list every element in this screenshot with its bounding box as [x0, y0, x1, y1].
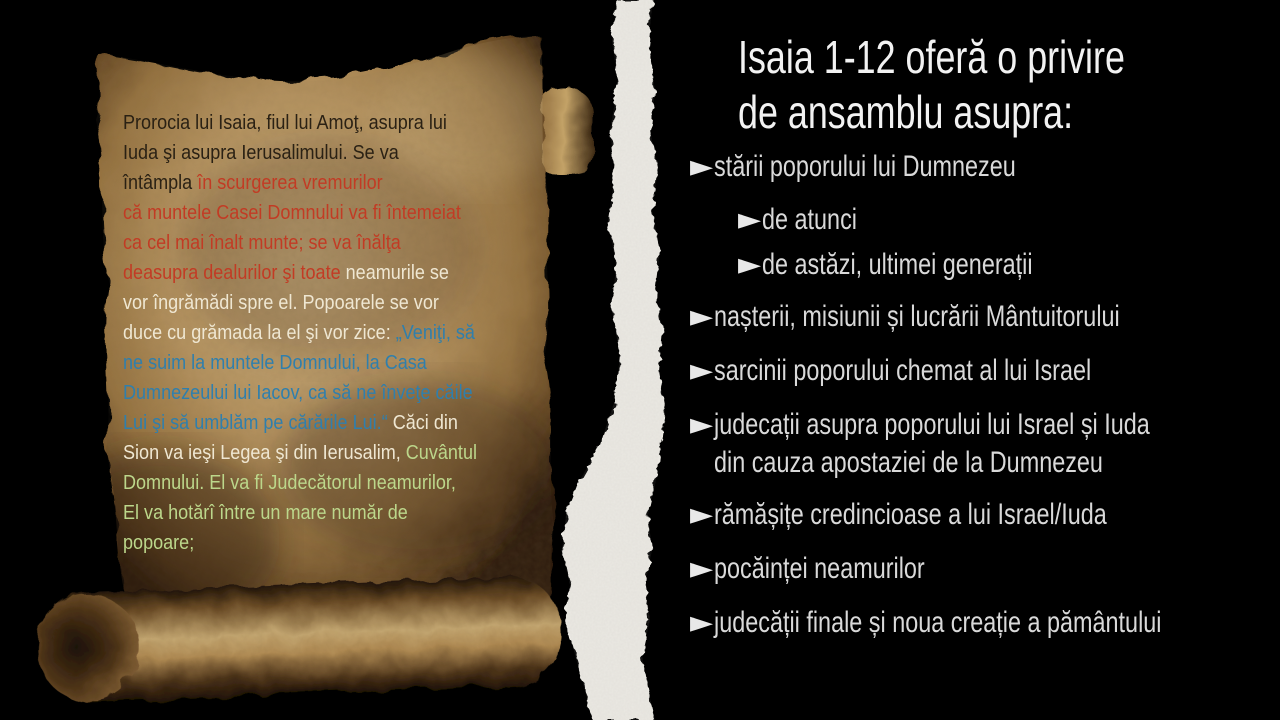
verse-segment: Cuvântul: [405, 441, 477, 464]
bullet-text: [714, 406, 1150, 482]
bullet-text: stării poporului lui Dumnezeu: [714, 150, 1016, 183]
verse-segment: Iuda şi asupra Ierusalimului. Se va: [123, 141, 399, 164]
verse-segment: popoare;: [123, 531, 195, 554]
bullet-triangle-icon: ►: [690, 407, 714, 442]
bullet-item: [690, 298, 1234, 336]
bullet-item: [738, 201, 884, 239]
bullet-item: [738, 246, 1109, 284]
bullet-triangle-icon: ►: [690, 299, 714, 334]
verse-segment: Domnului. El va fi Judecătorul neamurilor,: [123, 471, 456, 494]
bullet-item: [690, 352, 1198, 390]
title-line: Isaia 1-12 oferă o privire: [738, 31, 1125, 83]
bullet-text: pocăinței neamurilor: [714, 552, 925, 585]
verse-segment: ca cel mai înalt munte; se va înălţa: [123, 231, 401, 254]
bullet-text: de astăzi, ultimei generații: [762, 248, 1033, 281]
bullet-triangle-icon: ►: [690, 353, 714, 388]
bullet-item: [690, 406, 1273, 482]
bullet-text: sarcinii poporului chemat al lui Israel: [714, 354, 1092, 387]
verse-segment: deasupra dealurilor şi toate: [123, 261, 346, 284]
verse-segment: Căci din: [392, 411, 458, 434]
bullet-triangle-icon: ►: [738, 202, 762, 237]
verse-segment: ne suim la muntele Domnului, la Casa: [123, 351, 427, 374]
verse-segment: Dumnezeului lui Iacov, ca să ne înveţe căile: [123, 381, 473, 404]
bullet-triangle-icon: ►: [690, 605, 714, 640]
verse-segment: Lui şi să umblăm pe cărările Lui.“: [123, 411, 393, 434]
title-line: de ansamblu asupra:: [738, 86, 1074, 138]
bullet-text-line2: din cauza apostaziei de la Dumnezeu: [714, 446, 1104, 479]
bullet-triangle-icon: ►: [690, 497, 714, 532]
bullet-text-line1: judecații asupra poporului lui Israel și Iuda: [714, 408, 1150, 441]
bullet-triangle-icon: ►: [690, 149, 714, 184]
verse-segment: vor îngrămădi spre el. Popoarele se vor: [123, 291, 439, 314]
bullet-text: de atunci: [762, 203, 858, 236]
verse-segment: în scurgerea vremurilor: [197, 171, 383, 194]
bullet-item: [690, 148, 1101, 186]
bullet-item: [690, 550, 984, 588]
verse-segment: neamurile se: [345, 261, 449, 284]
verse-segment: duce cu grămada la el şi vor zice:: [123, 321, 396, 344]
bullet-item: [690, 496, 1218, 534]
bullet-text: judecății finale și noua creație a pământului: [714, 606, 1162, 639]
verse-segment: întâmpla: [123, 171, 198, 194]
verse-segment: Sion va ieşi Legea şi din Ierusalim,: [123, 441, 406, 464]
verse-segment: Prorocia lui Isaia, fiul lui Amoţ, asupra lui: [123, 111, 447, 134]
bullet-item: [690, 604, 1280, 642]
bullet-text: rămășițe credincioase a lui Israel/Iuda: [714, 498, 1107, 531]
verse-segment: El va hotărî între un mare număr de: [123, 501, 408, 524]
verse-segment: că muntele Casei Domnului va fi întemeiat: [123, 201, 461, 224]
verse-segment: „Veniţi, să: [395, 321, 475, 344]
bullet-text: nașterii, misiunii și lucrării Mântuitorului: [714, 300, 1120, 333]
bullet-triangle-icon: ►: [738, 247, 762, 282]
bullet-triangle-icon: ►: [690, 551, 714, 586]
